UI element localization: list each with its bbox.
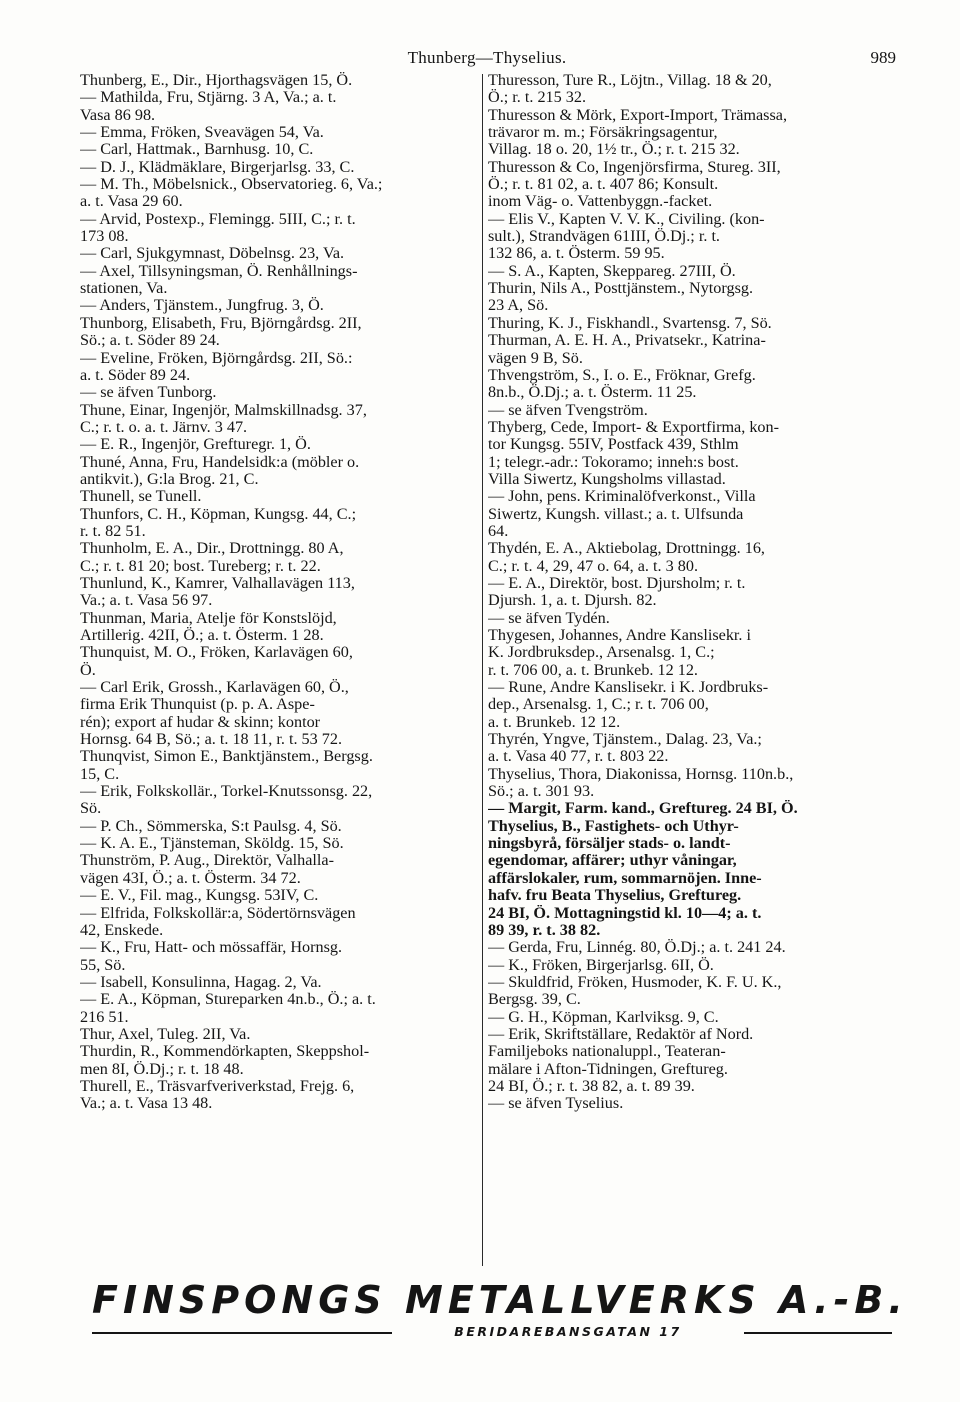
ad-company-name: FINSPONGS METALLVERKS A.-B.	[92, 1278, 908, 1322]
directory-entry-line: Thyrén, Yngve, Tjänstem., Dalag. 23, Va.;	[488, 731, 762, 749]
directory-entry-line: — Mathilda, Fru, Stjärng. 3 A, Va.; a. t.	[80, 89, 337, 107]
directory-entry-line: affärslokaler, rum, sommarnöjen. Inne-	[488, 869, 762, 887]
directory-entry-line: Thunholm, E. A., Dir., Drottningg. 80 A,	[80, 540, 344, 558]
directory-entry-line: — se äfven Tunborg.	[80, 384, 217, 402]
directory-entry-line: hafv. fru Beata Thyselius, Greftureg.	[488, 887, 742, 905]
directory-entry-line: — Carl, Sjukgymnast, Döbelnsg. 23, Va.	[80, 245, 345, 263]
directory-entry-line: — se äfven Tvengström.	[488, 401, 648, 419]
directory-entry-line: ningsbyrå, försäljer stads- o. landt-	[488, 835, 731, 853]
directory-entry-line: — Gerda, Fru, Linnég. 80, Ö.Dj.; a. t. 241 24.	[488, 939, 786, 957]
directory-entry-line: — Axel, Tillsyningsman, Ö. Renhållnings-	[80, 262, 358, 280]
directory-entry-line: r. t. 706 00, a. t. Brunkeb. 12 12.	[488, 661, 698, 679]
directory-entry-line: — Skuldfrid, Fröken, Husmoder, K. F. U. K.,	[488, 973, 782, 991]
directory-entry-line: — G. H., Köpman, Karlviksg. 9, C.	[488, 1008, 719, 1026]
ad-address: BERIDAREBANSGATAN 17	[454, 1324, 682, 1339]
directory-entry-line: 8n.b., Ö.Dj.; a. t. Österm. 11 25.	[488, 384, 697, 402]
directory-entry-line: tor Kungsg. 55IV, Postfack 439, Sthlm	[488, 436, 739, 454]
directory-entry-line: Thurdin, R., Kommendörkapten, Skeppshol-	[80, 1043, 370, 1061]
directory-entry-line: — E. A., Direktör, bost. Djursholm; r. t.	[488, 574, 746, 592]
directory-entry-line: — Eveline, Fröken, Björngårdsg. 2II, Sö.:	[80, 349, 353, 367]
directory-entry-line: — se äfven Tyselius.	[488, 1095, 624, 1113]
directory-entry-line: K. Jordbruksdep., Arsenalsg. 1, C.;	[488, 644, 715, 662]
directory-entry-line: Hornsg. 64 B, Sö.; a. t. 18 11, r. t. 53 72.	[80, 731, 343, 749]
directory-entry-line: 132 86, a. t. Österm. 59 95.	[488, 245, 665, 263]
directory-entry-line: Siwertz, Kungsh. villast.; a. t. Ulfsunda	[488, 505, 744, 523]
directory-entry-line: Thuresson & Co, Ingenjörsfirma, Stureg. 3II,	[488, 158, 781, 176]
directory-entry-line: 64.	[488, 522, 509, 540]
directory-entry-line: 23 A, Sö.	[488, 297, 549, 315]
directory-entry-line: — Rune, Andre Kanslisekr. i K. Jordbruks-	[488, 679, 769, 697]
directory-entry-line: — K. A. E., Tjänsteman, Sköldg. 15, Sö.	[80, 835, 344, 853]
directory-entry-line: Thuresson & Mörk, Export-Import, Trämassa,	[488, 106, 787, 124]
directory-entry-line: C.; r. t. 4, 29, 47 o. 64, a. t. 3 80.	[488, 557, 698, 575]
ad-address-row	[92, 1324, 892, 1340]
directory-entry-line: Thvengström, S., I. o. E., Fröknar, Grefg.	[488, 366, 756, 384]
directory-entry-line: Thunberg, E., Dir., Hjorthagsvägen 15, Ö.	[80, 72, 353, 89]
directory-entry-line: — Arvid, Postexp., Flemingg. 5III, C.; r. t.	[80, 210, 356, 228]
right-column	[488, 72, 900, 1272]
directory-entry-line: Thyberg, Cede, Import- & Exportfirma, kon-	[488, 418, 780, 436]
directory-entry-line: 55, Sö.	[80, 956, 126, 974]
directory-entry-line: Thunqvist, Simon E., Banktjänstem., Bergsg.	[80, 748, 373, 766]
directory-entry-line: Va.; a. t. Vasa 13 48.	[80, 1095, 213, 1113]
directory-entry-line: Sö.	[80, 800, 102, 818]
directory-entry-line: Thuring, K. J., Fiskhandl., Svartensg. 7, Sö.	[488, 314, 772, 332]
directory-entry-line: Sö.; a. t. Söder 89 24.	[80, 332, 220, 350]
directory-entry-line: 24 BI, Ö.; r. t. 38 82, a. t. 89 39.	[488, 1077, 695, 1095]
directory-entry-line: 24 BI, Ö. Mottagningstid kl. 10—4; a. t.	[488, 904, 762, 922]
directory-entry-line: vägen 9 B, Sö.	[488, 349, 583, 367]
directory-entry-line: — Erik, Skriftställare, Redaktör af Nord.	[488, 1025, 754, 1043]
directory-entry-line: — Erik, Folkskollär., Torkel-Knutssonsg. 22,	[80, 783, 373, 801]
directory-entry-line: mälare i Afton-Tidningen, Greftureg.	[488, 1060, 728, 1078]
directory-entry-line: a. t. Vasa 40 77, r. t. 803 22.	[488, 748, 669, 766]
directory-entry-line: — D. J., Klädmäklare, Birgerjarlsg. 33, C.	[80, 158, 355, 176]
directory-entry-line: — K., Fru, Hatt- och mössaffär, Hornsg.	[80, 939, 343, 957]
directory-entry-line: Thune, Einar, Ingenjör, Malmskillnadsg. 37,	[80, 401, 367, 419]
directory-entry-line: vägen 43I, Ö.; a. t. Österm. 34 72.	[80, 869, 301, 887]
directory-entry-line: antikvit.), G:la Brog. 21, C.	[80, 470, 259, 488]
directory-entry-line: Thur, Axel, Tuleg. 2II, Va.	[80, 1025, 251, 1043]
directory-entry-line: Thunborg, Elisabeth, Fru, Björngårdsg. 2II,	[80, 314, 362, 332]
running-head: Thunberg—Thyselius.	[407, 48, 567, 67]
directory-entry-line: Thurell, E., Träsvarfverivеrkstad, Frejg. 6,	[80, 1077, 355, 1095]
ad-rule-left	[92, 1332, 392, 1334]
directory-entry-line: Thunfors, C. H., Köpman, Kungsg. 44, C.;	[80, 505, 357, 523]
directory-entry-line: Artillerig. 42II, Ö.; a. t. Österm. 1 28.	[80, 627, 324, 644]
directory-entry-line: Va.; a. t. Vasa 56 97.	[80, 592, 213, 610]
directory-entry-line: Thydén, E. A., Aktiebolag, Drottningg. 16,	[488, 540, 765, 558]
ad-rule-right	[744, 1332, 892, 1334]
directory-entry-line: Thunström, P. Aug., Direktör, Valhalla-	[80, 852, 334, 870]
directory-entry-line: Thuresson, Ture R., Löjtn., Villag. 18 & 20,	[488, 72, 772, 89]
advertisement	[92, 1278, 908, 1339]
page-number: 989	[870, 48, 896, 67]
directory-entry-line: 173 08.	[80, 228, 129, 246]
directory-entry-line: — Margit, Farm. kand., Greftureg. 24 BI, Ö.	[488, 800, 798, 818]
directory-entry-line: sult.), Strandvägen 61III, Ö.Dj.; r. t.	[488, 228, 720, 246]
directory-entry-line: a. t. Vasa 29 60.	[80, 193, 183, 211]
directory-entry-line: Thyselius, B., Fastighets- och Uthyr-	[488, 817, 739, 835]
directory-entry-line: — E. R., Ingenjör, Grefturegr. 1, Ö.	[80, 436, 311, 454]
directory-entry-line: rén); export af hudar & skinn; kontor	[80, 713, 321, 731]
directory-entry-line: Vasa 86 98.	[80, 106, 156, 124]
directory-entry-line: — Carl, Hattmak., Barnhusg. 10, C.	[80, 141, 314, 159]
directory-entry-line: Ö.; r. t. 215 32.	[488, 89, 587, 107]
directory-entry-line: — P. Ch., Sömmerska, S:t Paulsg. 4, Sö.	[80, 817, 342, 835]
directory-entry-line: — Carl Erik, Grossh., Karlavägen 60, Ö.,	[80, 679, 349, 697]
directory-entry-line: a. t. Söder 89 24.	[80, 366, 191, 384]
directory-entry-line: — M. Th., Möbelsnick., Observatorieg. 6, Va.;	[80, 176, 383, 194]
directory-entry-line: 1; telegr.-adr.: Tokoramo; inneh:s bost.	[488, 453, 739, 471]
directory-entry-line: C.; r. t. o. a. t. Järnv. 3 47.	[80, 418, 248, 436]
directory-entry-line: 15, C.	[80, 765, 120, 783]
page-header	[78, 48, 896, 72]
directory-entry-line: — Emma, Fröken, Sveavägen 54, Va.	[80, 124, 324, 142]
directory-entry-line: — Elis V., Kapten V. V. K., Civiling. (kon-	[488, 210, 765, 228]
directory-entry-line: Thurin, Nils A., Posttjänstem., Nytorgsg.	[488, 280, 754, 298]
directory-entry-line: stationen, Va.	[80, 280, 168, 298]
directory-entry-line: Villag. 18 o. 20, 1½ tr., Ö.; r. t. 215 32.	[488, 141, 740, 159]
directory-entry-line: — E. V., Fil. mag., Kungsg. 53IV, C.	[80, 887, 319, 905]
column-divider	[482, 74, 483, 1266]
directory-entry-line: firma Erik Thunquist (p. p. A. Aspe-	[80, 696, 315, 714]
directory-entry-line: trävaror m. m.; Försäkringsagentur,	[488, 124, 718, 142]
directory-entry-line: Thunquist, M. O., Fröken, Karlavägen 60,	[80, 644, 353, 662]
directory-entry-line: egendomar, affärer; uthyr våningar,	[488, 852, 737, 870]
directory-entry-line: — K., Fröken, Birgerjarlsg. 6II, Ö.	[488, 956, 714, 974]
directory-entry-line: C.; r. t. 81 20; bost. Tureberg; r. t. 22.	[80, 557, 321, 575]
directory-entry-line: inom Väg- o. Vattenbyggn.-facket.	[488, 193, 713, 211]
directory-entry-line: — John, pens. Kriminalöfverkonst., Villa	[488, 488, 756, 506]
directory-entry-line: 89 39, r. t. 38 82.	[488, 921, 601, 939]
directory-entry-line: Sö.; a. t. 301 93.	[488, 783, 595, 801]
directory-entry-line: 42, Enskede.	[80, 921, 164, 939]
directory-entry-line: — S. A., Kapten, Skeppareg. 27III, Ö.	[488, 262, 736, 280]
directory-entry-line: Thyselius, Thora, Diakonissa, Hornsg. 110n.b.,	[488, 765, 794, 783]
directory-entry-line: Ö.; r. t. 81 02, a. t. 407 86; Konsult.	[488, 176, 719, 194]
directory-entry-line: Thurman, A. E. H. A., Privatsekr., Katrina-	[488, 332, 766, 350]
directory-entry-line: Thunman, Maria, Atelje för Konstslöjd,	[80, 609, 337, 627]
directory-entry-line: 216 51.	[80, 1008, 129, 1026]
directory-entry-line: — Anders, Tjänstem., Jungfrug. 3, Ö.	[80, 297, 324, 315]
directory-entry-line: Villa Siwertz, Kungsholms villastad.	[488, 470, 726, 488]
directory-entry-line: Ö.	[80, 661, 96, 679]
directory-entry-line: dep., Arsenalsg. 1, C.; r. t. 706 00,	[488, 696, 709, 714]
directory-entry-line: Thygesen, Johannes, Andre Kanslisekr. i	[488, 627, 751, 644]
left-column	[80, 72, 478, 1272]
directory-entry-line: r. t. 82 51.	[80, 522, 146, 540]
directory-entry-line: Thuné, Anna, Fru, Handelsidk:a (möbler o.	[80, 453, 360, 471]
directory-entry-line: Djursh. 1, a. t. Djursh. 82.	[488, 592, 657, 610]
directory-entry-line: — E. A., Köpman, Stureparken 4n.b., Ö.; a. t.	[80, 991, 376, 1009]
directory-entry-line: men 8I, Ö.Dj.; r. t. 18 48.	[80, 1060, 244, 1078]
directory-entry-line: Familjeboks nationaluppl., Teateran-	[488, 1043, 726, 1061]
directory-entry-line: Thunell, se Tunell.	[80, 488, 202, 506]
directory-entry-line: a. t. Brunkeb. 12 12.	[488, 713, 621, 731]
directory-entry-line: — Elfrida, Folkskollär:a, Södertörnsvägen	[80, 904, 356, 922]
directory-entry-line: — se äfven Tydén.	[488, 609, 610, 627]
directory-entry-line: Thunlund, K., Kamrer, Valhallavägen 113,	[80, 574, 355, 592]
directory-entry-line: Bergsg. 39, C.	[488, 991, 581, 1009]
directory-entry-line: — Isabell, Konsulinna, Hagag. 2, Va.	[80, 973, 322, 991]
